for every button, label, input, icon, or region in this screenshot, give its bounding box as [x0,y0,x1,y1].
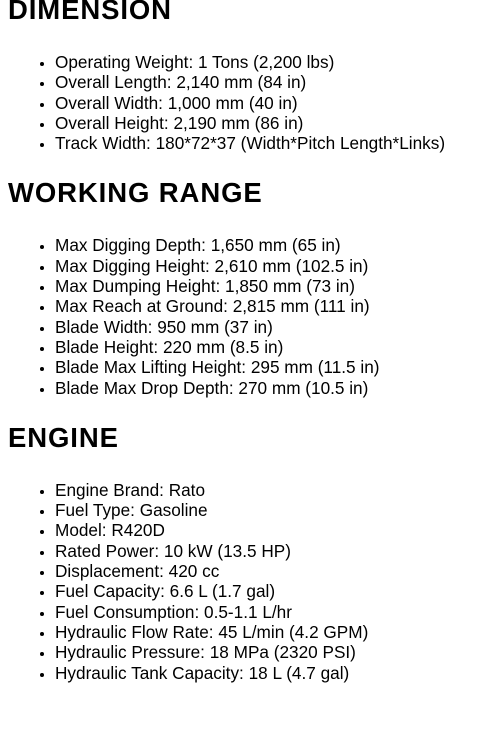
spec-item: • Fuel Type: Gasoline [55,500,504,520]
spec-item: • Hydraulic Flow Rate: 45 L/min (4.2 GPM) [55,622,504,642]
spec-item: • Blade Height: 220 mm (8.5 in) [55,337,504,357]
spec-list-working-range [0,235,504,397]
spec-item: • Overall Width: 1,000 mm (40 in) [55,93,504,113]
spec-item: • Engine Brand: Rato [55,480,504,500]
spec-item: • Operating Weight: 1 Tons (2,200 lbs) [55,52,504,72]
spec-item: • Max Dumping Height: 1,850 mm (73 in) [55,276,504,296]
spec-item: • Rated Power: 10 kW (13.5 HP) [55,541,504,561]
spec-item: • Max Digging Depth: 1,650 mm (65 in) [55,235,504,255]
spec-item: • Fuel Capacity: 6.6 L (1.7 gal) [55,581,504,601]
spec-item: • Max Reach at Ground: 2,815 mm (111 in) [55,296,504,316]
spec-item: • Overall Length: 2,140 mm (84 in) [55,72,504,92]
section-heading-engine: ENGINE [8,421,119,453]
section-heading-dimension: DIMENSION [8,0,172,25]
section-heading-working-range: WORKING RANGE [8,177,263,209]
spec-item: • Hydraulic Pressure: 18 MPa (2320 PSI) [55,642,504,662]
spec-item: • Max Digging Height: 2,610 mm (102.5 in) [55,256,504,276]
spec-item: • Model: R420D [55,520,504,540]
spec-item: • Overall Height: 2,190 mm (86 in) [55,113,504,133]
spec-item: • Blade Max Drop Depth: 270 mm (10.5 in) [55,378,504,398]
spec-list-engine [0,480,504,683]
spec-item: • Fuel Consumption: 0.5-1.1 L/hr [55,602,504,622]
spec-item: • Displacement: 420 cc [55,561,504,581]
spec-item: • Blade Width: 950 mm (37 in) [55,317,504,337]
spec-item: • Hydraulic Tank Capacity: 18 L (4.7 gal) [55,663,504,683]
spec-item: • Blade Max Lifting Height: 295 mm (11.5 in) [55,357,504,377]
spec-item: • Track Width: 180*72*37 (Width*Pitch Length*Links) [55,133,504,153]
spec-list-dimension [0,52,504,153]
